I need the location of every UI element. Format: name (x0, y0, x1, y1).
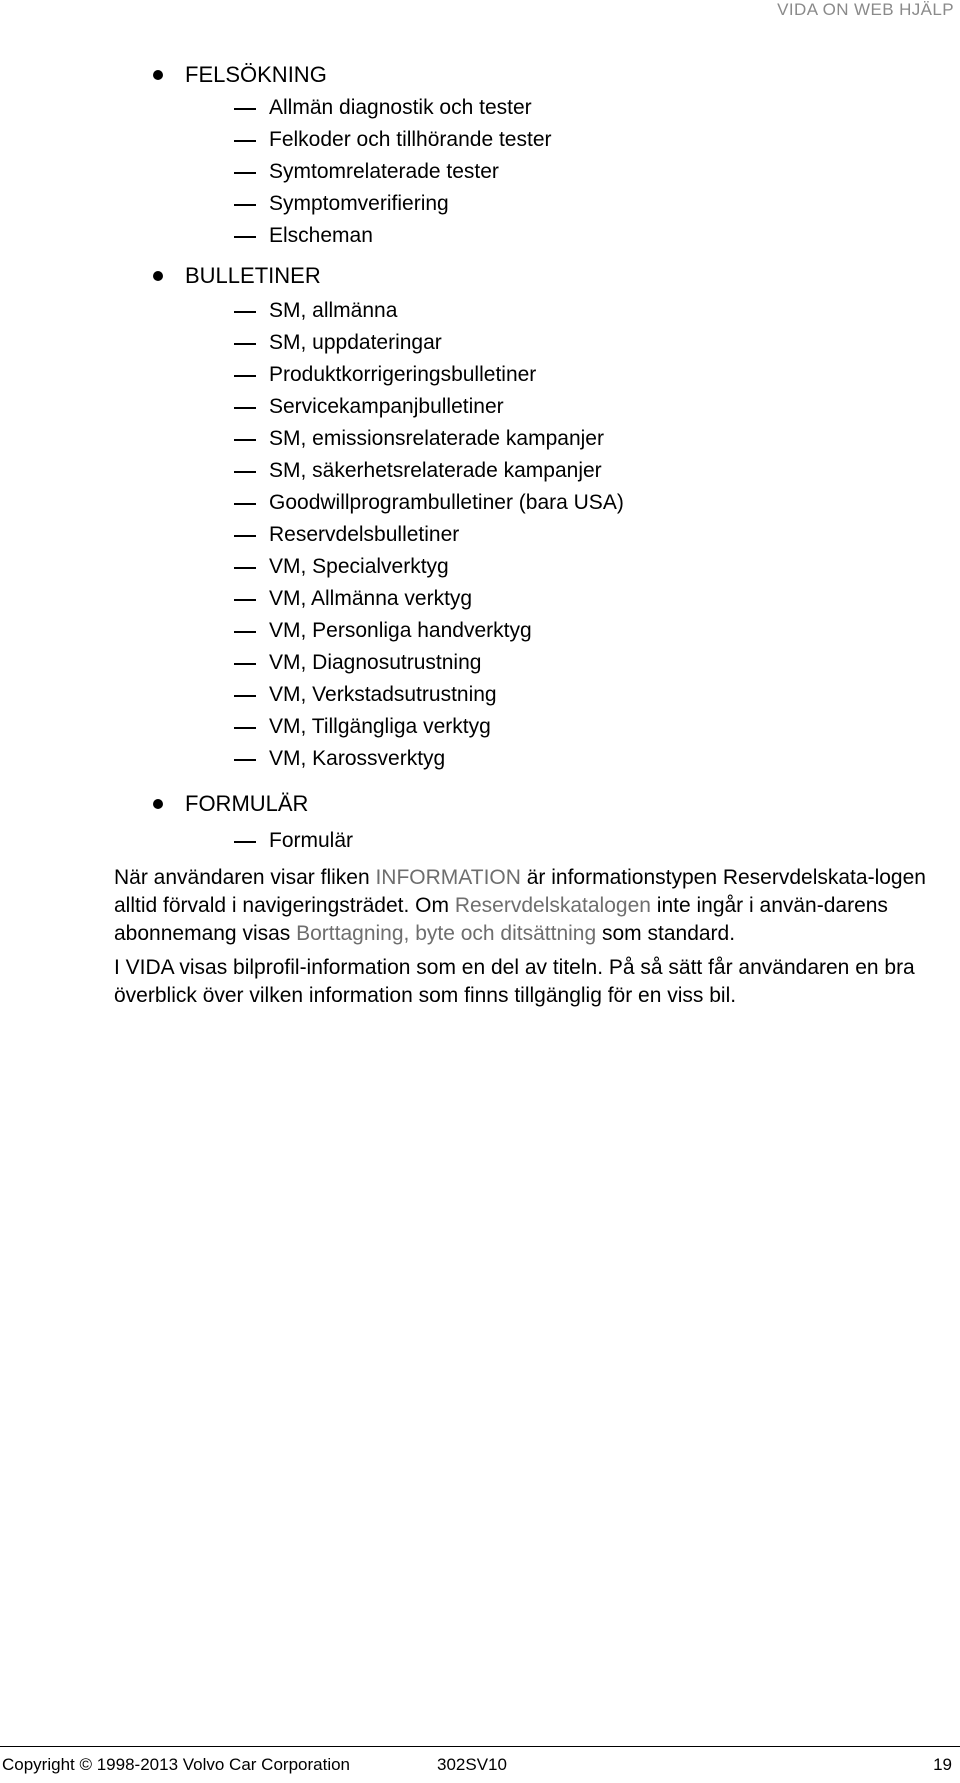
dash-icon (234, 631, 256, 633)
list-item (0, 521, 960, 553)
list-item (0, 745, 960, 777)
list-item-label: Goodwillprogrambulletiner (bara USA) (269, 491, 624, 514)
list-item-label: SM, emissionsrelaterade kampanjer (269, 427, 604, 450)
list-item (0, 222, 960, 254)
list-item-label: Reservdelsbulletiner (269, 523, 460, 546)
paragraph-text: är informationstypen Reservdelskata-logen alltid förvald i navigeringsträdet. Om (114, 866, 926, 917)
list-item-label: SM, uppdateringar (269, 331, 442, 354)
list-item-label: Symptomverifiering (269, 192, 449, 215)
list-item-label: VM, Karossverktyg (269, 747, 446, 770)
copyright-text: Copyright © 1998-2013 Volvo Car Corporation (2, 1755, 351, 1774)
list-item (0, 681, 960, 713)
dash-icon (234, 439, 256, 441)
list-item-label: VM, Tillgängliga verktyg (269, 715, 491, 738)
list-item-label: SM, allmänna (269, 299, 398, 322)
dash-icon (234, 375, 256, 377)
list-item (0, 585, 960, 617)
paragraph-text: inte ingår i använ-darens abonnemang visas (114, 894, 888, 945)
dash-icon (234, 535, 256, 537)
list-item (0, 361, 960, 393)
list-item (0, 158, 960, 190)
section-title: FORMULÄR (185, 791, 309, 816)
list-item (0, 457, 960, 489)
bullet-icon (153, 799, 163, 809)
list-item-label: Allmän diagnostik och tester (269, 96, 532, 119)
dash-icon (234, 140, 256, 142)
list-item (0, 126, 960, 158)
list-item (0, 297, 960, 329)
reservdelskatalogen-link[interactable]: Reservdelskatalogen (454, 894, 651, 917)
dash-icon (234, 343, 256, 345)
dash-icon (234, 727, 256, 729)
information-link[interactable]: INFORMATION (375, 866, 521, 889)
paragraph-text: som standard. (596, 922, 736, 945)
page-number: 19 (933, 1755, 952, 1774)
dash-icon (234, 204, 256, 206)
list-item-label: Symtomrelaterade tester (269, 160, 499, 183)
dash-icon (234, 236, 256, 238)
list-item-label: VM, Personliga handverktyg (269, 619, 532, 642)
info-paragraph (114, 864, 954, 948)
list-item (0, 553, 960, 585)
bullet-icon (153, 271, 163, 281)
list-item-label: VM, Diagnosutrustning (269, 651, 482, 674)
section-title: BULLETINER (185, 263, 321, 288)
list-item (0, 329, 960, 361)
list-item-label: Servicekampanjbulletiner (269, 395, 504, 418)
document-code: 302SV10 (437, 1755, 507, 1774)
borttagning-link[interactable]: Borttagning, byte och ditsättning (296, 922, 597, 945)
list-item-label: SM, säkerhetsrelaterade kampanjer (269, 459, 602, 482)
list-item (0, 617, 960, 649)
section-title: FELSÖKNING (185, 62, 327, 87)
page-header: VIDA ON WEB HJÄLP (777, 0, 954, 19)
profile-paragraph: I VIDA visas bilprofil-information som en del av titeln. På så sätt får användaren en bra överblick över vilken information som finns tillgänglig för en viss bil. (114, 956, 915, 1007)
dash-icon (234, 759, 256, 761)
paragraph-text: När användaren visar fliken (114, 866, 376, 889)
list-item-label: Elscheman (269, 224, 373, 247)
list-item-label: VM, Specialverktyg (269, 555, 449, 578)
dash-icon (234, 108, 256, 110)
list-item (0, 649, 960, 681)
dash-icon (234, 503, 256, 505)
dash-icon (234, 407, 256, 409)
dash-icon (234, 599, 256, 601)
dash-icon (234, 172, 256, 174)
list-item (0, 393, 960, 425)
list-item (0, 827, 960, 859)
dash-icon (234, 471, 256, 473)
list-item-label: Formulär (269, 829, 354, 852)
dash-icon (234, 567, 256, 569)
page-footer (0, 1746, 960, 1783)
list-item (0, 190, 960, 222)
dash-icon (234, 841, 256, 843)
dash-icon (234, 695, 256, 697)
list-item (0, 713, 960, 745)
dash-icon (234, 663, 256, 665)
bullet-icon (153, 70, 163, 80)
list-item-label: Felkoder och tillhörande tester (269, 128, 552, 151)
list-item-label: VM, Verkstadsutrustning (269, 683, 497, 706)
list-item (0, 425, 960, 457)
list-item-label: Produktkorrigeringsbulletiner (269, 363, 537, 386)
list-item (0, 94, 960, 126)
list-item (0, 489, 960, 521)
dash-icon (234, 311, 256, 313)
list-item-label: VM, Allmänna verktyg (269, 587, 473, 610)
